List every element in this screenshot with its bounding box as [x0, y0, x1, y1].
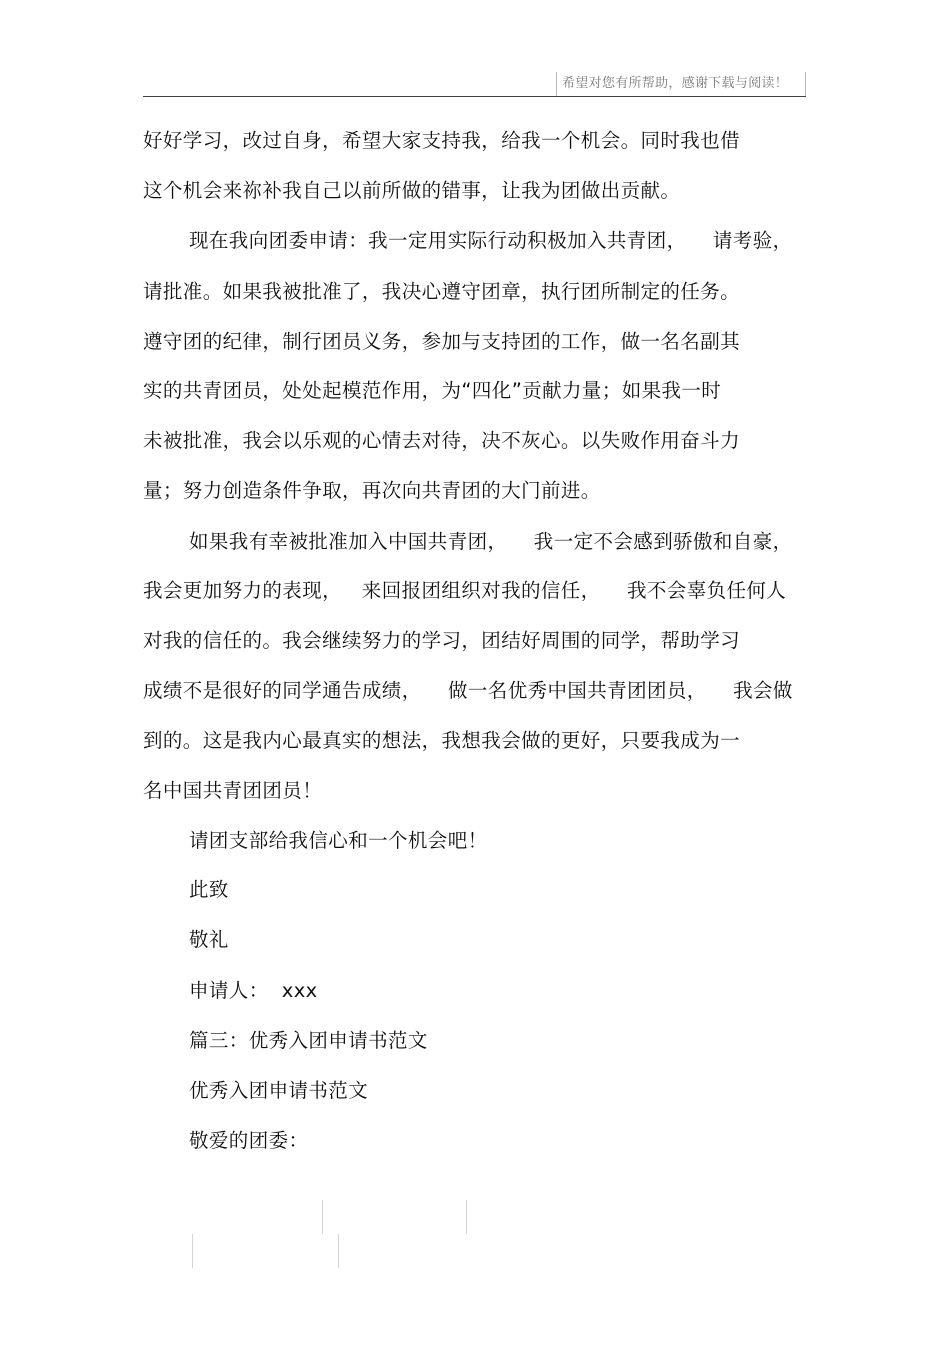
- closing-line: 请团支部给我信心和一个机会吧！: [189, 829, 488, 852]
- header-divider: [143, 96, 806, 97]
- paragraph-line: 成绩不是很好的同学通告成绩， 做一名优秀中国共青团团员， 我会做: [143, 679, 793, 702]
- document-title: 优秀入团申请书范文: [189, 1079, 369, 1102]
- salutation-line: 此致: [189, 878, 229, 901]
- paragraph-line: 对我的信任的。我会继续努力的学习，团结好周围的同学，帮助学习: [143, 629, 741, 652]
- section-heading: 篇三：优秀入团申请书范文: [189, 1029, 428, 1052]
- salutation-line: 敬礼: [189, 928, 229, 951]
- paragraph-line: 如果我有幸被批准加入中国共青团， 我一定不会感到骄傲和自豪，: [189, 530, 793, 553]
- paragraph-line: 遵守团的纪律，制行团员义务，参加与支持团的工作，做一名名副其: [143, 330, 741, 353]
- paragraph-line: 到的。这是我内心最真实的想法，我想我会做的更好，只要我成为一: [143, 729, 741, 752]
- scan-artifact-line: [466, 1200, 467, 1234]
- paragraph-line: 好好学习，改过自身，希望大家支持我，给我一个机会。同时我也借: [143, 129, 741, 152]
- paragraph-line: 量；努力创造条件争取，再次向共青团的大门前进。: [143, 479, 601, 502]
- paragraph-line: 请批准。如果我被批准了，我决心遵守团章，执行团所制定的任务。: [143, 280, 741, 303]
- page-header-note: 希望对您有所帮助，感谢下载与阅读！: [556, 72, 806, 96]
- paragraph-line: 名中国共青团团员！: [143, 779, 323, 802]
- greeting-line: 敬爱的团委：: [189, 1129, 309, 1152]
- paragraph-line: 未被批准，我会以乐观的心情去对待，决不灰心。以失败作用奋斗力: [143, 429, 741, 452]
- paragraph-line: 这个机会来祢补我自己以前所做的错事，让我为团做出贡献。: [143, 179, 681, 202]
- paragraph-line: 我会更加努力的表现， 来回报团组织对我的信任， 我不会辜负任何人: [143, 579, 787, 602]
- paragraph-line: 实的共青团员，处处起模范作用，为“四化”贡献力量；如果我一时: [143, 379, 722, 402]
- applicant-line: 申请人： xxx: [189, 979, 318, 1002]
- paragraph-line: 现在我向团委申请：我一定用实际行动积极加入共青团， 请考验，: [189, 229, 793, 252]
- scan-artifact-line: [322, 1200, 323, 1234]
- scan-artifact-line: [338, 1234, 339, 1268]
- scan-artifact-line: [192, 1234, 193, 1268]
